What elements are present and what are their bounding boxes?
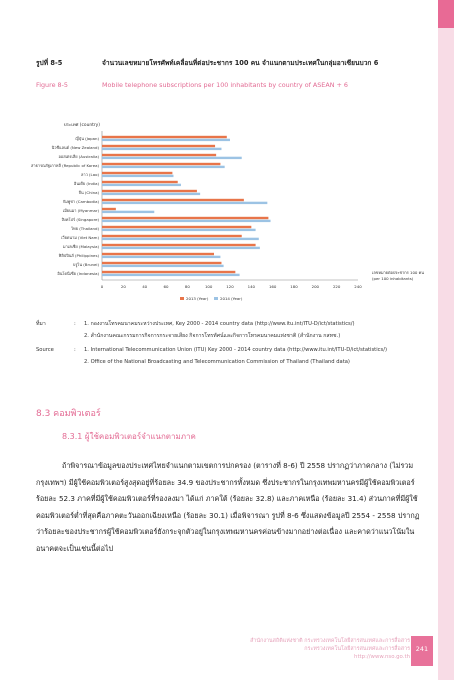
source-english-1 [36, 347, 387, 353]
bar-2013 [102, 253, 214, 255]
figure-title-english [36, 81, 348, 89]
bar-2014 [102, 166, 225, 168]
source-text: 2. สำนักงานคณะกรรมการกิจการกระจายเสียง กิจการโทรทัศน์และกิจการโทรคมนาคมแห่งชาติ (สำนักงาน กสทช.) [84, 333, 341, 339]
bar-2013 [102, 145, 215, 147]
source-text: 1. International Telecommunication Union (ITU) Key 2000 - 2014 country data (http://www.itu.int/ITU-D/ict/statistics/) [84, 347, 387, 353]
x-axis-title-en: (per 100 inhabitants) [372, 276, 414, 281]
x-tick-label: 120 [226, 284, 234, 289]
bar-2013 [102, 154, 216, 156]
category-label: บรูไน (Brunei) [72, 262, 99, 268]
x-axis-title: เลขหมายต่อประชากร 100 คน [372, 270, 424, 275]
x-tick-label: 100 [204, 284, 213, 289]
bar-2013 [102, 181, 178, 183]
page-corner-mark [438, 0, 454, 28]
page-footer [250, 637, 410, 661]
bar-chart [0, 115, 454, 315]
source-thai-2 [84, 332, 340, 340]
legend-swatch [214, 297, 218, 300]
bar-2014 [102, 274, 240, 276]
legend-label: 2013 (Year) [186, 296, 209, 301]
category-label: เวียดนาม (Viet Nam) [61, 235, 99, 241]
bar-2013 [102, 208, 116, 210]
paragraph-text: ถ้าพิจารณาข้อมูลของประเทศไทยจำแนกตามเขตการปกครอง (ตารางที่ 8-6) ปี 2558 ปรากฏว่าภาคกลาง (ไม่รวมกรุงเทพฯ) มีผู้ใช้คอมพิวเตอร์สูงสุดอยู่ที่ร้อยละ 34.9 ของประชากรทั้งหมด ซึ่งประชากรในกรุงเทพมหานครมีผู้ใช้คอมพิวเตอร์ร้อยละ 52.3 ภาคที่มีผู้ใช้คอมพิวเตอร์ที่รองลงมา ได้แก่ ภาคใต้ (ร้อยละ 32.8) และภาคเหนือ (ร้อยละ 31.4) ส่วนภาคที่มีผู้ใช้คอมพิวเตอร์ต่ำที่สุดคือภาคตะวันออกเฉียงเหนือ (ร้อยละ 30.1) เมื่อพิจารณา รูปที่ 8-6 ซึ่งแสดงข้อมูลปี 2554 - 2558 ปรากฏว่าร้อยละของประชากรผู้ใช้คอมพิวเตอร์ยังกระจุกตัวอยู่ในกรุงเทพมหานครค่อนข้างมากอย่างต่อเนื่อง และคาดว่าแนวโน้มในอนาคตจะเป็นเช่นนี้ต่อไป [36, 461, 420, 553]
category-label: อินเดีย (India) [74, 181, 99, 187]
source-colon: : [74, 321, 76, 327]
bar-2013 [102, 262, 221, 264]
source-label-english: Source [36, 347, 54, 353]
footer-line-2: กระทรวงเทคโนโลยีสารสนเทศและการสื่อสาร [304, 646, 410, 652]
x-tick-label: 200 [311, 284, 320, 289]
source-english-2 [84, 359, 350, 365]
bar-2014 [102, 238, 259, 240]
bar-2014 [102, 220, 271, 222]
source-colon: : [74, 347, 76, 353]
bar-2014 [102, 184, 181, 186]
bar-2013 [102, 190, 197, 192]
bar-2013 [102, 172, 172, 174]
x-tick-label: 60 [163, 284, 169, 289]
bar-2014 [102, 202, 267, 204]
bar-2014 [102, 148, 221, 150]
bar-2013 [102, 163, 220, 165]
category-label: ลาว (Lao) [81, 172, 99, 178]
category-label: เมียนมา (Myanmar) [62, 208, 99, 214]
subsection-heading: 8.3.1 ผู้ใช้คอมพิวเตอร์จำแนกตามภาค [62, 432, 196, 441]
figure-number-thai: รูปที่ 8-5 [36, 59, 63, 67]
bar-2013 [102, 271, 235, 273]
bar-2014 [102, 139, 230, 141]
figure-caption-english: Mobile telephone subscriptions per 100 inhabitants by country of ASEAN + 6 [102, 81, 348, 89]
bar-2013 [102, 136, 227, 138]
category-label: ญี่ปุ่น (Japan) [75, 136, 99, 142]
body-paragraph [36, 458, 420, 558]
figure-title-thai [36, 57, 378, 68]
figure-number-english: Figure 8-5 [36, 81, 68, 89]
legend-label: 2014 (Year) [220, 296, 243, 301]
page-side-band [438, 0, 454, 680]
x-tick-label: 140 [247, 284, 256, 289]
x-tick-label: 180 [290, 284, 298, 289]
source-thai-1 [36, 320, 355, 328]
bar-2013 [102, 217, 268, 219]
category-label: ไทย (Thailand) [71, 226, 99, 232]
legend-swatch [180, 297, 184, 300]
category-label: จีน (China) [78, 190, 99, 196]
bar-2014 [102, 265, 224, 267]
category-label: ออสเตรเลีย (Australia) [58, 154, 99, 160]
bar-2014 [102, 193, 200, 195]
section-heading: 8.3 คอมพิวเตอร์ [36, 409, 101, 419]
page-number: 241 [411, 636, 433, 666]
bar-2013 [102, 226, 251, 228]
bar-2014 [102, 211, 154, 213]
x-tick-label: 240 [354, 284, 362, 289]
bar-2014 [102, 229, 256, 231]
bar-2014 [102, 256, 220, 258]
y-axis-title: ประเทศ (country) [63, 123, 100, 128]
x-tick-label: 0 [100, 284, 104, 289]
bar-2014 [102, 157, 242, 159]
bar-2013 [102, 199, 244, 201]
source-text: 1. กองงานโทรคมนาคมระหว่างประเทศ, Key 2000 - 2014 country data (http://www.itu.int/ITU-D/ict/statistics/) [84, 321, 355, 327]
bar-2013 [102, 244, 256, 246]
category-label: กัมพูชา (Cambodia) [62, 199, 99, 205]
footer-line-3: http://www.nso.go.th [354, 654, 410, 660]
bar-2014 [102, 247, 260, 249]
category-label: สิงคโปร์ (Singapore) [61, 217, 99, 223]
bar-2014 [102, 175, 173, 177]
x-tick-label: 20 [120, 284, 126, 289]
x-tick-label: 220 [332, 284, 341, 289]
category-label: อินโดนีเซีย (Indonesia) [57, 271, 99, 277]
figure-caption-thai: จำนวนเลขหมายโทรศัพท์เคลื่อนที่ต่อประชากร 100 คน จำแนกตามประเทศในกลุ่มอาเซียนบวก 6 [102, 59, 379, 67]
x-tick-label: 80 [184, 284, 190, 289]
category-label: มาเลเซีย (Malaysia) [63, 244, 99, 250]
category-label: ฟิลิปปินส์ (Philippines) [58, 253, 99, 259]
category-label: สาธารณรัฐเกาหลี (Republic of Korea) [30, 163, 99, 169]
source-text: 2. Office of the National Broadcasting and Telecommunication Commission of Thailand (Thailand data) [84, 359, 350, 365]
x-tick-label: 160 [268, 284, 277, 289]
bar-2013 [102, 235, 242, 237]
source-label-thai: ที่มา [36, 321, 46, 327]
x-tick-label: 40 [142, 284, 148, 289]
footer-line-1: สำนักงานสถิติแห่งชาติ กระทรวงเทคโนโลยีสารสนเทศและการสื่อสาร [250, 638, 410, 644]
category-label: นิวซีแลนด์ (New Zealand) [51, 145, 99, 151]
